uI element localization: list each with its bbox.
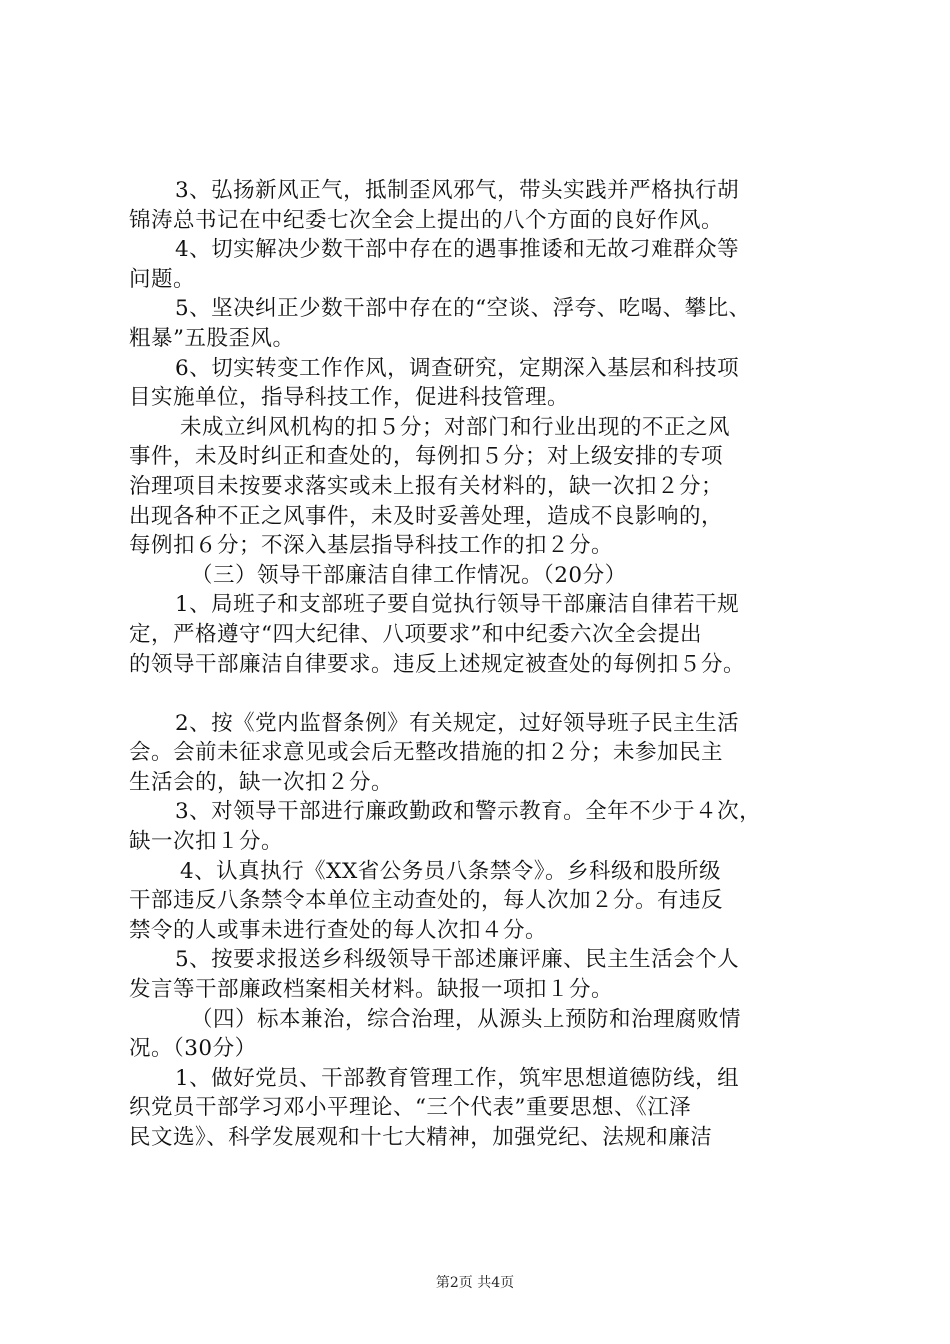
text-line: 发言等干部廉政档案相关材料。缺报一项扣１分。: [129, 977, 614, 1003]
text-line: 未成立纠风机构的扣５分；对部门和行业出现的不正之风: [180, 414, 731, 440]
text-line: 干部违反八条禁令本单位主动查处的，每人次加２分。有违反: [129, 888, 724, 914]
text-line: 的领导干部廉洁自律要求。违反上述规定被查处的每例扣５分。: [129, 651, 746, 677]
text-line: （三）领导干部廉洁自律工作情况。（20分）: [191, 562, 627, 588]
text-line: 4、认真执行《XX省公务员八条禁令》。乡科级和股所级: [180, 858, 722, 884]
text-line: 3、对领导干部进行廉政勤政和警示教育。全年不少于４次，: [175, 799, 762, 825]
text-line: 每例扣６分；不深入基层指导科技工作的扣２分。: [129, 533, 614, 559]
text-line: 6、切实转变工作作风，调查研究，定期深入基层和科技项: [175, 355, 740, 381]
text-line: 民文选》、科学发展观和十七大精神，加强党纪、法规和廉洁: [129, 1125, 713, 1150]
text-line: 5、按要求报送乡科级领导干部述廉评廉、民主生活会个人: [175, 947, 740, 973]
text-line: 4、切实解决少数干部中存在的遇事推诿和无故刁难群众等: [175, 237, 740, 263]
text-line: 目实施单位，指导科技工作，促进科技管理。: [129, 385, 570, 411]
text-line: 治理项目未按要求落实或未上报有关材料的，缺一次扣２分；: [129, 473, 724, 499]
text-line: 粗暴”五股歪风。: [129, 325, 295, 351]
text-line: 2、按《党内监督条例》有关规定，过好领导班子民主生活: [175, 710, 740, 736]
text-line: 禁令的人或事未进行查处的每人次扣４分。: [129, 917, 548, 943]
text-line: 缺一次扣１分。: [129, 829, 284, 855]
text-line: 事件，未及时纠正和查处的，每例扣５分；对上级安排的专项: [129, 444, 724, 470]
blank-line: [129, 679, 843, 709]
text-line: 织党员干部学习邓小平理论、“三个代表”重要思想、《江泽: [129, 1095, 692, 1121]
text-line: 1、做好党员、干部教育管理工作，筑牢思想道德防线，组: [175, 1065, 740, 1091]
text-line: （四）标本兼治，综合治理，从源头上预防和治理腐败情: [191, 1006, 742, 1032]
text-line: 1、局班子和支部班子要自觉执行领导干部廉洁自律若干规: [175, 592, 740, 618]
text-line: 锦涛总书记在中纪委七次全会上提出的八个方面的良好作风。: [129, 207, 724, 233]
text-line: 问题。: [129, 266, 196, 292]
text-line: 况。（30分）: [129, 1036, 257, 1062]
text-line: 出现各种不正之风事件，未及时妥善处理，造成不良影响的，: [129, 503, 724, 529]
text-line: 定，严格遵守“四大纪律、八项要求”和中纪委六次全会提出: [129, 621, 702, 647]
text-line: 会。会前未征求意见或会后无整改措施的扣２分；未参加民主: [129, 740, 724, 766]
text-line: 5、坚决纠正少数干部中存在的“空谈、浮夸、吃喝、攀比、: [175, 296, 751, 322]
text-line: 生活会的，缺一次扣２分。: [129, 769, 394, 795]
document-body: [129, 176, 843, 1153]
page-footer: 第2页 共4页: [435, 1275, 515, 1291]
text-line: 3、弘扬新风正气，抵制歪风邪气，带头实践并严格执行胡: [175, 178, 740, 203]
